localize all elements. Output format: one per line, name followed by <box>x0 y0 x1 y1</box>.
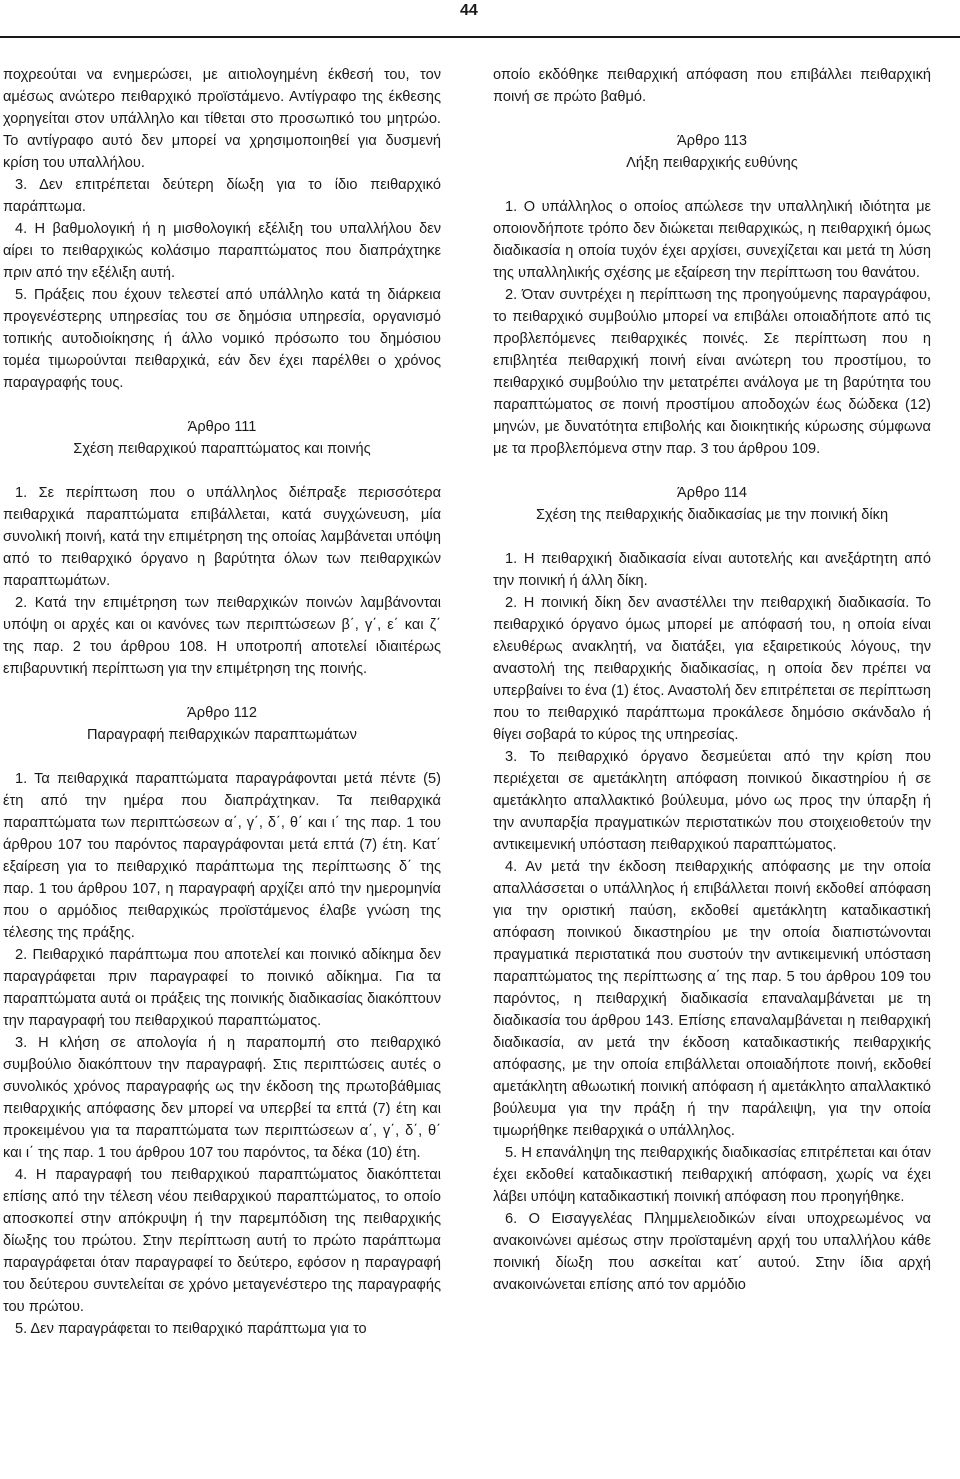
spacer <box>493 526 931 548</box>
paragraph: 4. Αν μετά την έκδοση πειθαρχικής απόφασης με την οποία απαλλάσσεται ο υπάλληλος ή επιβάλλεται ποινή εκδοθεί απόφαση για την οριστική παύση, εκδοθεί αμετάκλητη καταδικαστική απόφαση ποινικού δικαστηρίου με την οποία διαπιστώνονται πραγματικά περιστατικά που συστούν την αντικειμενική υπόσταση παραπτώματος της περίπτωσης α΄ της παρ. 5 του άρθρου 109 του παρόντος, η πειθαρχική διαδικασία επαναλαμβάνεται με τη διαδικασία του άρθρου 143. Επίσης επαναλαμβάνεται η πειθαρχική διαδικασία, αν μετά την έκδοση καταδικαστικής πειθαρχικής απόφασης, με την οποία επιβάλλεται οποιαδήποτε ποινή, εκδοθεί αμετάκλητη αθωωτική ποινική απόφαση ή αμετάκλητο απαλλακτικό βούλευμα για την πράξη ή την παράλειψη, για την οποία τιμωρήθηκε πειθαρχικά ο υπάλληλος. <box>493 859 931 1139</box>
paragraph: 2. Πειθαρχικό παράπτωμα που αποτελεί και ποινικό αδίκημα δεν παραγράφεται πριν παραγραφεί το ποινικό αδίκημα. Για τα παραπτώματα αυτά οι πράξεις της ποινικής διαδικασίας διακόπτουν την παραγραφή του πειθαρχικού παραπτώματος. <box>3 947 441 1029</box>
article-title: Παραγραφή πειθαρχικών παραπτωμάτων <box>87 727 357 743</box>
paragraph: 2. Κατά την επιμέτρηση των πειθαρχικών ποινών λαμβάνονται υπόψη οι αρχές και οι κανόνες των περιπτώσεων β΄, γ΄, ε΄ και ζ΄ της παρ. 2 του άρθρου 108. Η υποτροπή αποτελεί ιδιαιτέρως επιβαρυντική περίπτωση για την επιμέτρηση της ποινής. <box>3 595 441 677</box>
header-rule <box>0 36 960 38</box>
spacer <box>493 460 931 482</box>
spacer <box>3 394 441 416</box>
paragraph: 4. Η βαθμολογική ή η μισθολογική εξέλιξη του υπαλλήλου δεν αίρει το πειθαρχικώς κολάσιμο παραπτώματος που διαπράχτηκε πριν από την εξέλιξη αυτή. <box>3 221 441 281</box>
page-number: 44 <box>460 2 478 19</box>
article-title: Λήξη πειθαρχικής ευθύνης <box>626 155 798 171</box>
paragraph: 5. Δεν παραγράφεται το πειθαρχικό παράπτωμα για το <box>15 1321 367 1337</box>
paragraph: 3. Δεν επιτρέπεται δεύτερη δίωξη για το ίδιο πειθαρχικό παράπτωμα. <box>3 177 441 215</box>
paragraph: οποίο εκδόθηκε πειθαρχική απόφαση που επιβάλλει πειθαρχική ποινή σε πρώτο βαθμό. <box>493 67 931 105</box>
paragraph: 5. Η επανάληψη της πειθαρχικής διαδικασίας επιτρέπεται και όταν έχει εκδοθεί καταδικαστική πειθαρχική απόφαση, χωρίς να έχει λάβει υπόψη καταδικαστική ποινική απόφαση που προηγήθηκε. <box>493 1145 931 1205</box>
spacer <box>493 174 931 196</box>
article-number: Άρθρο 113 <box>677 133 747 149</box>
paragraph: 5. Πράξεις που έχουν τελεστεί από υπάλληλο κατά τη διάρκεια προγενέστερης υπηρεσίας του σε δημόσια υπηρεσία, οργανισμό τοπικής αυτοδιοίκησης ή άλλο νομικό πρόσωπο του δημόσιου τομέα τιμωρούνται πειθαρχικά, εάν δεν έχει παρέλθει ο χρόνος παραγραφής τους. <box>3 287 441 391</box>
paragraph: 1. Ο υπάλληλος ο οποίος απώλεσε την υπαλληλική ιδιότητα με οποιονδήποτε τρόπο δεν διώκεται πειθαρχικώς, η πειθαρχική όμως διαδικασία η οποία τυχόν έχει αρχίσει, συνεχίζεται και μετά τη λύση της υπαλληλικής σχέσης με εξαίρεση την περίπτωση του θανάτου. <box>493 199 931 281</box>
paragraph: ποχρεούται να ενημερώσει, με αιτιολογημένη έκθεσή του, τον αμέσως ανώτερο πειθαρχικό προϊστάμενο. Αντίγραφο της έκθεσης χορηγείται στον υπάλληλο και τίθεται στο προσωπικό του μητρώο. Το αντίγραφο αυτό δεν μπορεί να χρησιμοποιηθεί για δυσμενή κρίση του υπαλλήλου. <box>3 67 441 171</box>
spacer <box>3 680 441 702</box>
article-title: Σχέση πειθαρχικού παραπτώματος και ποινής <box>73 441 371 457</box>
paragraph: 2. Όταν συντρέχει η περίπτωση της προηγούμενης παραγράφου, το πειθαρχικό συμβούλιο μπορεί να επιβάλει οποιαδήποτε από τις προβλεπόμενες πειθαρχικές ποινές. Σε περίπτωση που η επιβλητέα πειθαρχική ποινή είναι ανώτερη του προστίμου, το πειθαρχικό συμβούλιο την μετατρέπει ανάλογα με τη βαρύτητα του παραπτώματος σε ποινή προστίμου αποδοχών έως δώδεκα (12) μηνών, με δυνατότητα επιβολής και διοικητικής κύρωσης σύμφωνα με τα προβλεπόμενα στην παρ. 3 του άρθρου 109. <box>493 287 931 457</box>
article-title: Σχέση της πειθαρχικής διαδικασίας με την ποινική δίκη <box>535 507 889 523</box>
paragraph: 3. Το πειθαρχικό όργανο δεσμεύεται από την κρίση που περιέχεται σε αμετάκλητη απόφαση ποινικού δικαστηρίου ή σε αμετάκλητο απαλλακτικό βούλευμα, μόνο ως προς την ύπαρξη ή την ανυπαρξία πραγματικών περιστατικών που στοιχειοθετούν την αντικειμενική υπόσταση πειθαρχικού παραπτώματος. <box>493 749 931 853</box>
paragraph: 1. Η πειθαρχική διαδικασία είναι αυτοτελής και ανεξάρτητη από την ποινική ή άλλη δίκη. <box>493 551 931 589</box>
paragraph: 2. Η ποινική δίκη δεν αναστέλλει την πειθαρχική διαδικασία. Το πειθαρχικό όργανο όμως μπορεί με απόφασή του, η οποία είναι ελευθέρως ανακλητή, να διατάξει, για εξαιρετικούς λόγους, την αναστολή της πειθαρχικής διαδικασίας, η οποία δεν πρέπει να υπερβαίνει το ένα (1) έτος. Αναστολή δεν επιτρέπεται σε περίπτωση που το πειθαρχικό παράπτωμα προκάλεσε δημόσιο σκάνδαλο ή θίγει σοβαρά το κύρος της υπηρεσίας. <box>493 595 931 743</box>
article-number: Άρθρο 112 <box>187 705 257 721</box>
paragraph: 4. Η παραγραφή του πειθαρχικού παραπτώματος διακόπτεται επίσης από την τέλεση νέου πειθαρχικού παραπτώματος, το οποίο αποσκοπεί στην απόκρυψη ή την παρεμπόδιση της πειθαρχικής δίωξης του πρώτου. Στην περίπτωση αυτή το πρώτο παράπτωμα παραγράφεται όταν παραγραφεί το δεύτερο, εφόσον η παραγραφή του δεύτερου συντελείται σε χρόνο μεταγενέστερο της παραγραφής του πρώτου. <box>3 1167 441 1315</box>
paragraph: 1. Τα πειθαρχικά παραπτώματα παραγράφονται μετά πέντε (5) έτη από την ημέρα που διαπράχτηκαν. Τα πειθαρχικά παραπτώματα των περιπτώσεων α΄, γ΄, δ΄, θ΄ και ι΄ της παρ. 1 του άρθρου 107 του παρόντος παραγράφονται μετά επτά (7) έτη. Κατ΄ εξαίρεση για το πειθαρχικό παράπτωμα της περίπτωσης δ΄ της παρ. 1 του άρθρου 107, η παραγραφή αρχίζει από την ημερομηνία που ο αρμόδιος πειθαρχικώς προϊστάμενος έλαβε γνώση της τέλεσης της πράξης. <box>3 771 441 941</box>
paragraph: 3. Η κλήση σε απολογία ή η παραπομπή στο πειθαρχικό συμβούλιο διακόπτουν την παραγραφή. Στις περιπτώσεις αυτές ο συνολικός χρόνος παραγραφής ως την έκδοση της πρωτοβάθμιας πειθαρχικής απόφασης δεν μπορεί να υπερβεί τα επτά (7) έτη και προκειμένου για τα παραπτώματα των περιπτώσεων α΄, γ΄, δ΄, θ΄ και ι΄ της παρ. 1 του άρθρου 107 του παρόντος, τα δέκα (10) έτη. <box>3 1035 441 1161</box>
right-column <box>493 64 931 1296</box>
spacer <box>3 460 441 482</box>
left-column <box>3 64 441 1340</box>
spacer <box>3 746 441 768</box>
paragraph: 1. Σε περίπτωση που ο υπάλληλος διέπραξε περισσότερα πειθαρχικά παραπτώματα επιβάλλεται, κατά συγχώνευση, μία συνολική ποινή, κατά την επιμέτρηση της οποίας λαμβάνεται υπόψη από το πειθαρχικό όργανο η βαρύτητα όλων των πειθαρχικών παραπτωμάτων. <box>3 485 441 589</box>
article-number: Άρθρο 111 <box>187 419 257 435</box>
article-number: Άρθρο 114 <box>677 485 747 501</box>
paragraph: 6. Ο Εισαγγελέας Πλημμελειοδικών είναι υποχρεωμένος να ανακοινώνει αμέσως στην προϊσταμένη αρχή του υπαλλήλου κάθε ποινική δίωξη που ασκείται κατ΄ αυτού. Στην ίδια αρχή ανακοινώνεται επίσης από τον αρμόδιο <box>493 1211 931 1293</box>
spacer <box>493 108 931 130</box>
